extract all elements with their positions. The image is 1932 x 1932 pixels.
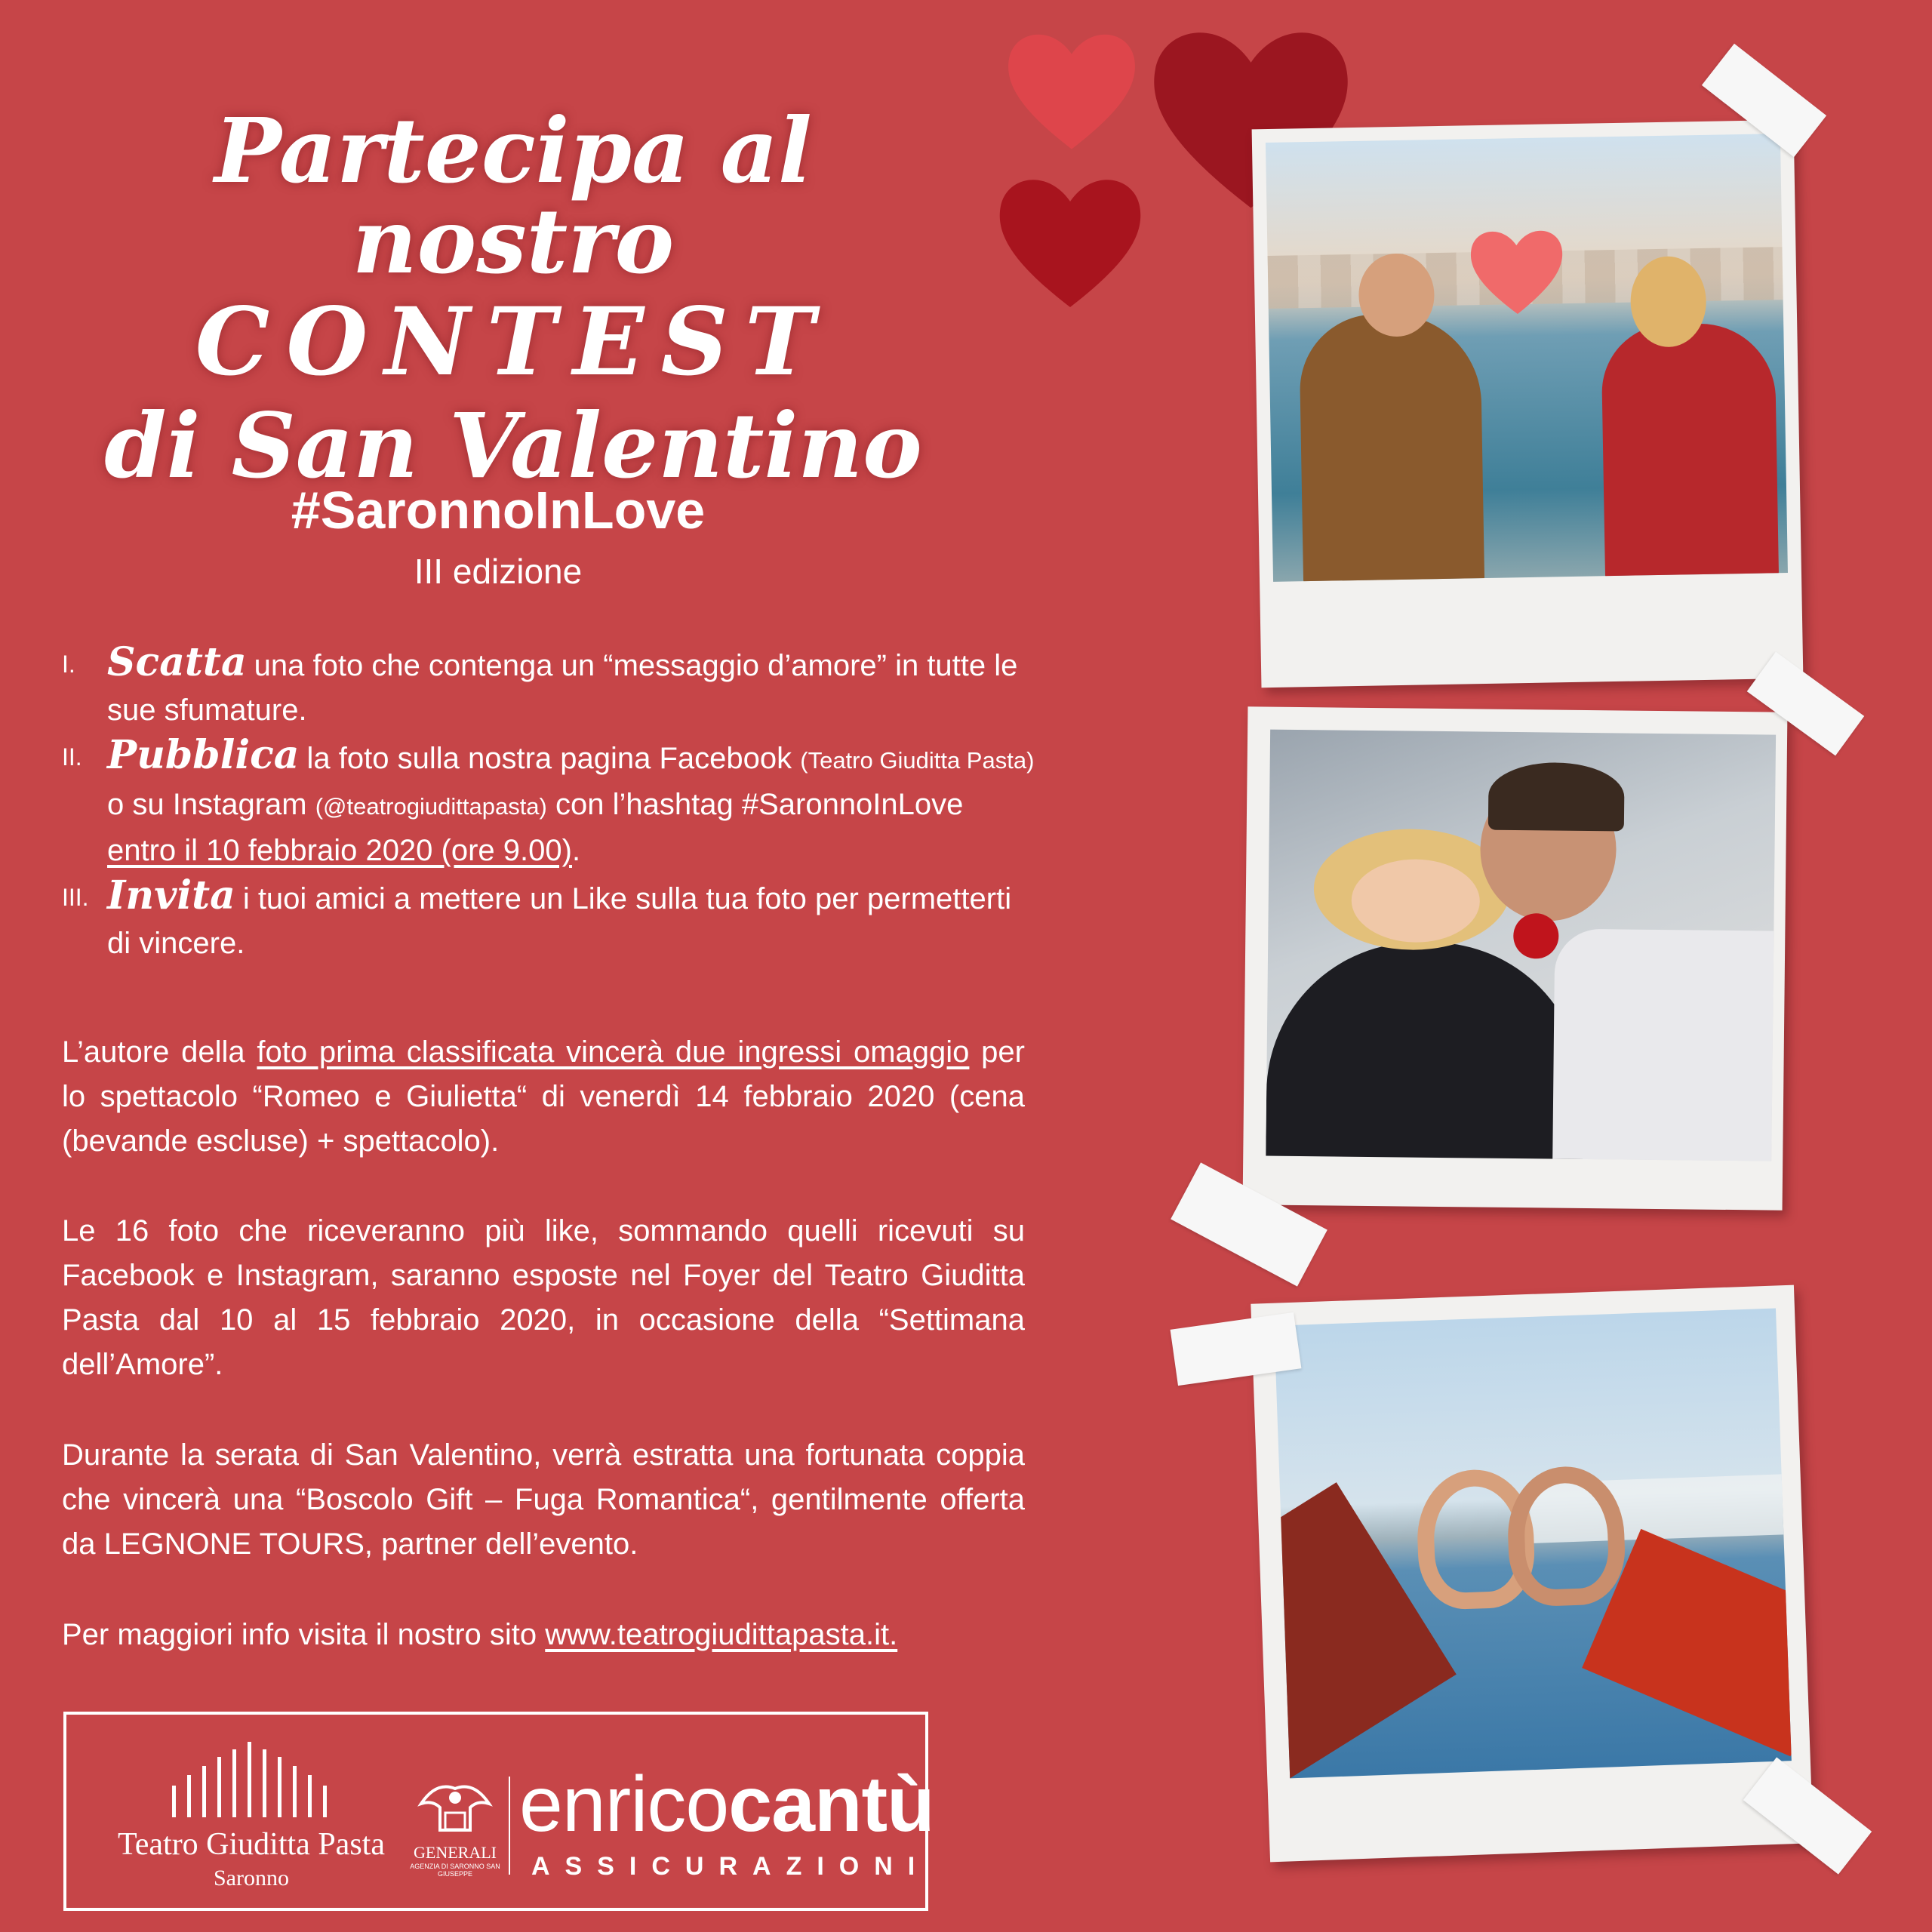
step-1 <box>62 640 1035 733</box>
step-text: in tutte le sue sfumature. <box>107 649 1018 727</box>
step-highlight: “messaggio d’amore” <box>603 649 887 682</box>
generali-agency: AGENZIA DI SARONNO SAN GIUSEPPE <box>410 1863 500 1878</box>
enrico-bold: cantù <box>728 1761 934 1848</box>
facebook-page-name: (Teatro Giuditta Pasta) <box>800 747 1035 774</box>
step-number: III. <box>62 884 89 911</box>
instagram-handle: (@teatrogiudittapasta) <box>315 793 547 820</box>
photo-couple-balloon <box>1266 134 1788 582</box>
step-hashtag: #SaronnoInLove <box>741 788 964 821</box>
title-line-1: Partecipa al nostro <box>214 98 812 294</box>
generali-lion-icon <box>414 1774 497 1841</box>
deadline-text: entro il 10 febbraio 2020 (ore 9.00) <box>107 834 572 867</box>
prize-paragraph <box>62 1030 1025 1164</box>
like-word: Like <box>571 882 627 915</box>
prize-text: per lo spettacolo “Romeo e Giulietta“ di venerdì 14 febbraio 2020 (cena (bevande escluse) + spettacolo). <box>62 1035 1025 1158</box>
step-text: la foto sulla nostra pagina Facebook <box>306 742 801 775</box>
step-verb: Pubblica <box>107 732 300 778</box>
exhibit-highlight: esposte nel Foyer <box>512 1259 761 1292</box>
step-number: II. <box>62 743 82 771</box>
contest-steps <box>62 640 1035 966</box>
website-link[interactable]: www.teatrogiudittapasta.it. <box>545 1618 898 1651</box>
prize-text: L’autore della <box>62 1035 257 1069</box>
step-3 <box>62 873 1035 966</box>
step-verb: Scatta <box>107 639 247 685</box>
title-line-3: di San Valentino <box>104 393 922 499</box>
step-text: una foto che contenga un <box>254 649 604 682</box>
step-text: i tuoi amici a mettere un <box>242 882 572 915</box>
info-text: Per maggiori info visita il nostro sito <box>62 1618 546 1651</box>
polaroid-photo-1 <box>1252 120 1804 688</box>
draw-paragraph <box>62 1433 1025 1567</box>
draw-text: , partner dell’evento. <box>364 1527 638 1561</box>
sponsor-logos-box <box>63 1712 934 1911</box>
edition-label: III edizione <box>414 552 583 591</box>
contest-title <box>91 98 936 499</box>
prize-highlight: foto prima classificata vincerà due ingressi omaggio <box>257 1035 970 1069</box>
exhibit-paragraph <box>62 1209 1025 1387</box>
partner-name: LEGNONE TOURS <box>103 1527 365 1561</box>
polaroid-photo-3 <box>1251 1285 1813 1863</box>
exhibit-highlight: e 16 foto che riceveranno più like <box>78 1214 590 1247</box>
step-2 <box>62 733 1035 873</box>
teatro-name: Teatro Giuditta Pasta <box>118 1827 385 1862</box>
photo-couple-rose <box>1266 730 1776 1161</box>
photo-hands-heart <box>1274 1309 1792 1779</box>
exhibit-text: del Teatro Giuditta Pasta dal 10 al 15 febbraio 2020, in occasione della “Settimana dell’Amore”. <box>62 1259 1025 1381</box>
heart-icon <box>1004 23 1140 155</box>
step-text: o su Instagram <box>107 788 315 821</box>
draw-text: Durante la serata di San Valentino, verrà estratta una fortunata coppia che vincerà una “Boscolo Gift – Fuga Romantica“, gentilmente offerta da <box>62 1438 1025 1561</box>
exhibit-text: L <box>62 1214 79 1247</box>
exhibit-text: , sommando quelli ricevuti su Facebook e Instagram, saranno <box>62 1214 1025 1292</box>
step-text: . <box>571 834 581 867</box>
step-number: I. <box>62 651 75 678</box>
info-paragraph <box>62 1613 1025 1657</box>
teatro-city: Saronno <box>214 1866 289 1890</box>
generali-wordmark: GENERALI <box>414 1843 497 1862</box>
enrico-cantu-wordmark <box>519 1760 934 1850</box>
hashtag-heading: #SaronnoInLove <box>291 481 706 540</box>
step-text: con l’hashtag <box>546 788 742 821</box>
enrico-light: enrico <box>519 1761 729 1848</box>
teatro-bars-logo-icon <box>172 1742 328 1817</box>
logo-divider <box>509 1777 510 1875</box>
step-text: sulla tua foto per permetterti di vincere. <box>107 882 1012 960</box>
heart-icon <box>995 165 1146 315</box>
step-verb: Invita <box>107 872 235 918</box>
title-line-2: CONTEST <box>195 287 832 397</box>
assicurazioni-label: ASSICURAZIONI <box>531 1852 931 1881</box>
polaroid-photo-2 <box>1243 706 1788 1210</box>
